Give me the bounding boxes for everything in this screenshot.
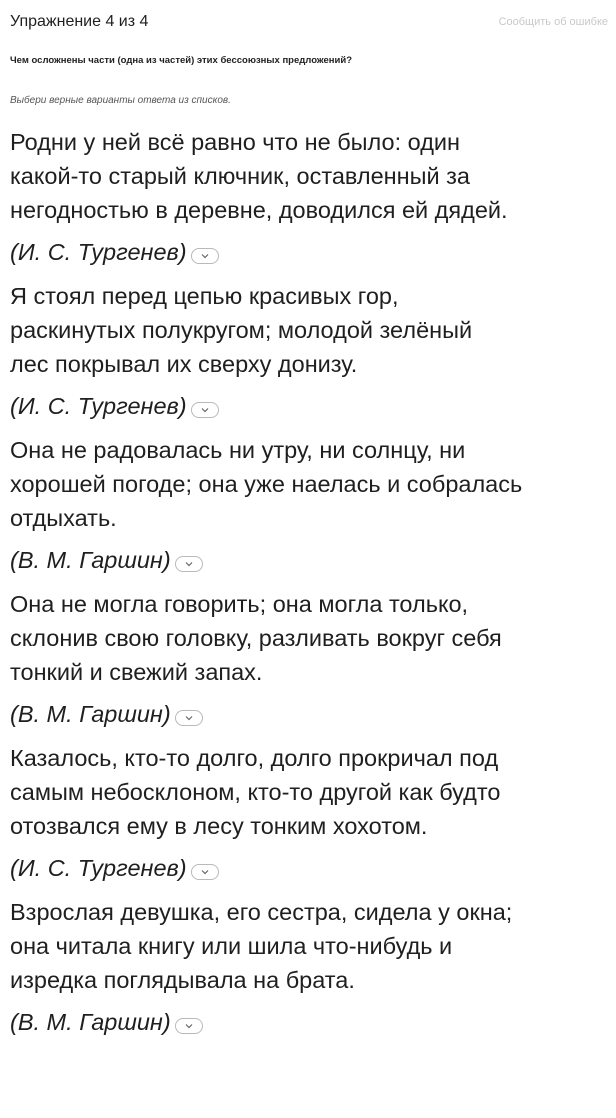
sentence-line: хорошей погоде; она уже наелась и собралась — [10, 471, 523, 497]
sentence-line: она читала книгу или шила что-нибудь и — [10, 933, 453, 959]
chevron-down-icon — [201, 407, 209, 413]
sentence-line: Казалось, кто-то долго, долго прокричал под — [10, 745, 499, 771]
sentence-line: раскинутых полукругом; молодой зелёный — [10, 317, 473, 343]
author-row — [10, 697, 610, 731]
sentence-line: какой-то старый ключник, оставленный за — [10, 163, 470, 189]
sentence-line: самым небосклоном, кто-то другой как будто — [10, 779, 501, 805]
sentence-item — [10, 741, 610, 885]
sentence-item — [10, 587, 610, 731]
sentence-line: склонив свою головку, разливать вокруг себя — [10, 625, 502, 651]
chevron-down-icon — [201, 253, 209, 259]
chevron-down-icon — [185, 715, 193, 721]
chevron-down-icon — [185, 561, 193, 567]
answer-dropdown[interactable] — [191, 402, 219, 418]
sentence-line: тонкий и свежий запах. — [10, 659, 263, 685]
answer-dropdown[interactable] — [175, 710, 203, 726]
chevron-down-icon — [201, 869, 209, 875]
sentence-list — [10, 125, 610, 1049]
sentence-line: Она не могла говорить; она могла только, — [10, 591, 469, 617]
sentence-line: Взрослая девушка, его сестра, сидела у окна; — [10, 899, 513, 925]
sentence-item — [10, 125, 610, 269]
author-label: (И. С. Тургенев) — [10, 238, 187, 265]
author-row — [10, 851, 610, 885]
header — [10, 8, 608, 36]
sentence-line: негодностью в деревне, доводился ей дядей. — [10, 197, 508, 223]
answer-dropdown[interactable] — [175, 556, 203, 572]
answer-dropdown[interactable] — [191, 248, 219, 264]
sentence-line: отозвался ему в лесу тонким хохотом. — [10, 813, 428, 839]
author-label: (И. С. Тургенев) — [10, 854, 187, 881]
author-row — [10, 543, 610, 577]
sentence-item — [10, 433, 610, 577]
author-row — [10, 389, 610, 423]
answer-dropdown[interactable] — [191, 864, 219, 880]
sentence-item — [10, 279, 610, 423]
sentence-line: Она не радовалась ни утру, ни солнцу, ни — [10, 437, 466, 463]
author-label: (В. М. Гаршин) — [10, 1008, 171, 1035]
sentence-line: Родни у ней всё равно что не было: один — [10, 129, 461, 155]
question-text: Чем осложнены части (одна из частей) этих бессоюзных предложений? — [10, 55, 353, 66]
author-row — [10, 235, 610, 269]
sentence-line: отдыхать. — [10, 505, 117, 531]
sentence-line: изредка поглядывала на брата. — [10, 967, 355, 993]
author-label: (В. М. Гаршин) — [10, 700, 171, 727]
author-label: (И. С. Тургенев) — [10, 392, 187, 419]
report-error-link[interactable]: Сообщить об ошибке — [498, 16, 608, 28]
author-label: (В. М. Гаршин) — [10, 546, 171, 573]
exercise-counter: Упражнение 4 из 4 — [10, 13, 149, 30]
author-row — [10, 1005, 610, 1039]
instruction-text: Выбери верные варианты ответа из списков. — [10, 95, 231, 106]
sentence-item — [10, 895, 610, 1039]
sentence-line: Я стоял перед цепью красивых гор, — [10, 283, 399, 309]
chevron-down-icon — [185, 1023, 193, 1029]
sentence-line: лес покрывал их сверху донизу. — [10, 351, 358, 377]
answer-dropdown[interactable] — [175, 1018, 203, 1034]
